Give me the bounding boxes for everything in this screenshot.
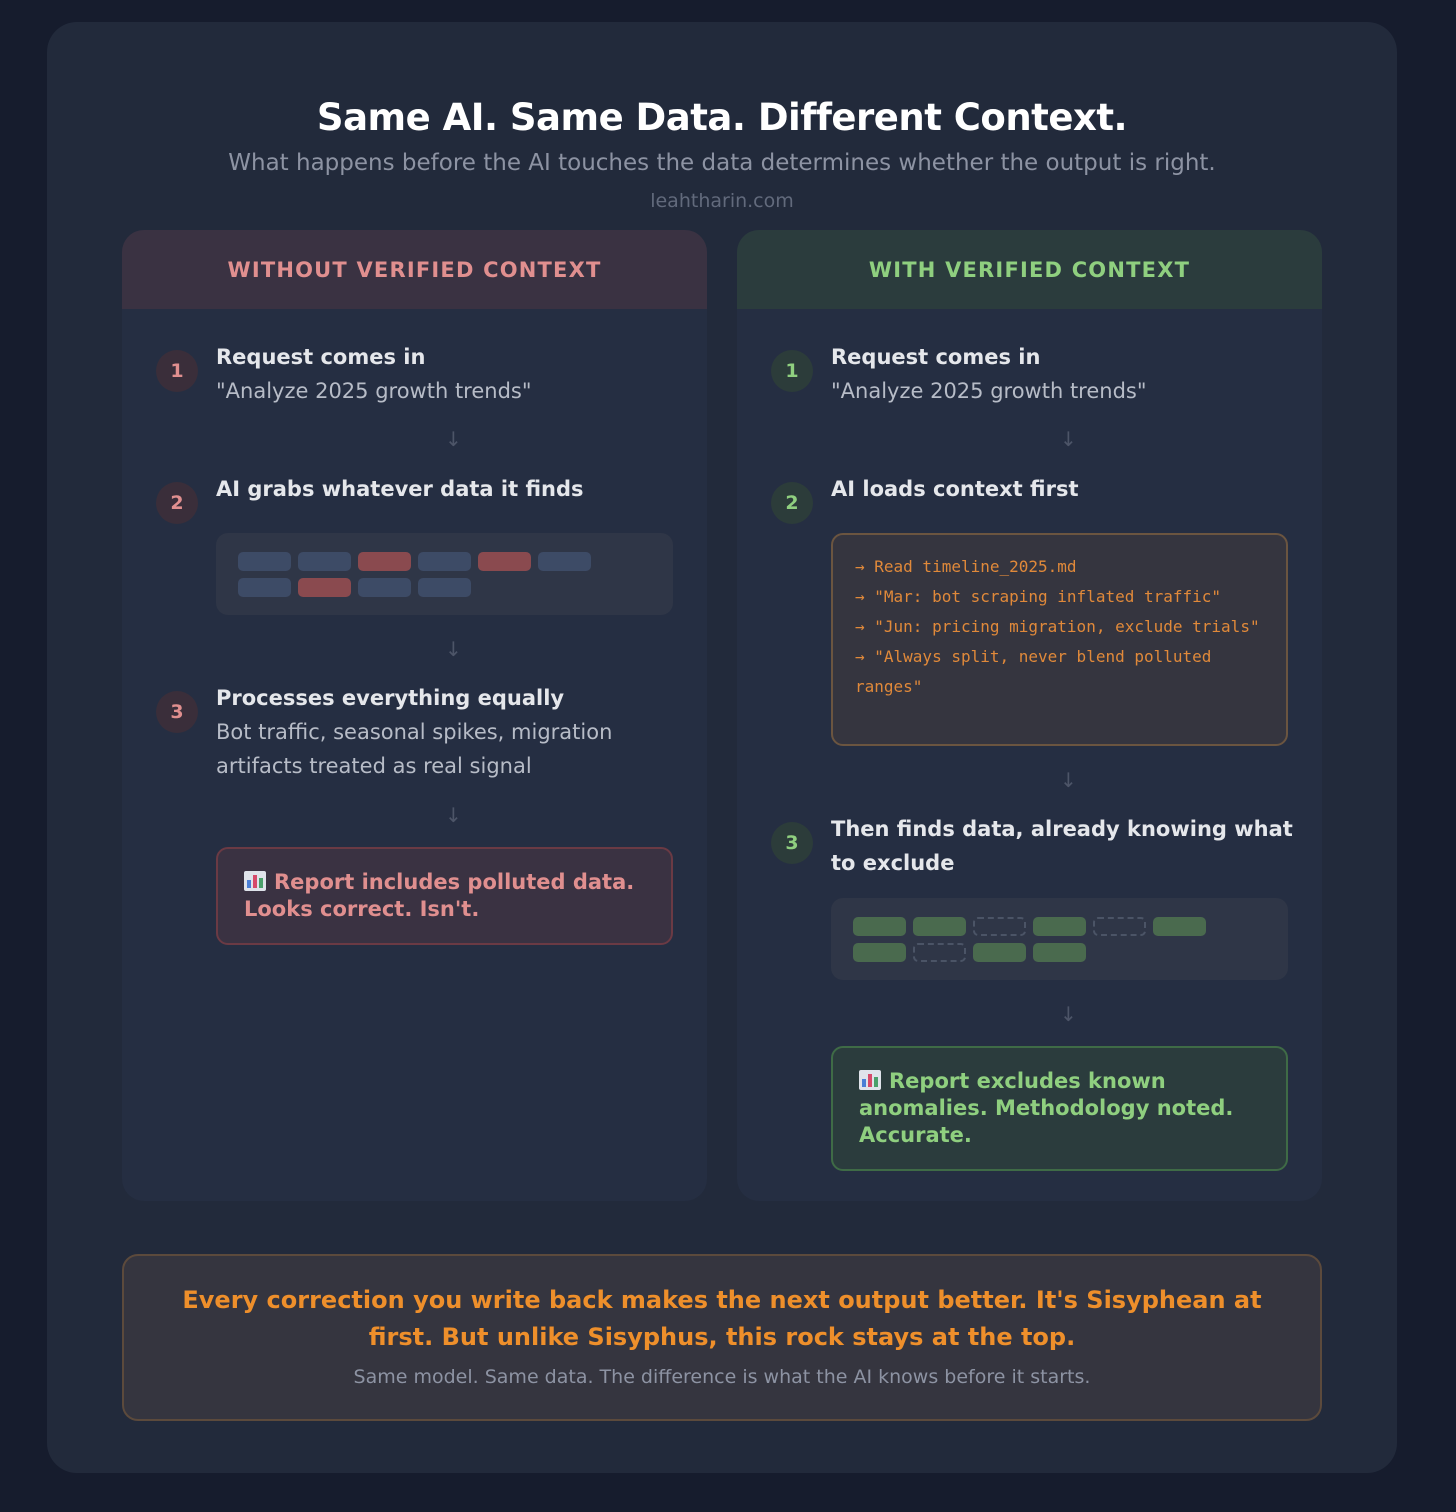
data-block-normal xyxy=(238,578,291,597)
step-description: Bot traffic, seasonal spikes, migration artifacts treated as real signal xyxy=(216,720,613,778)
step-number: 3 xyxy=(771,822,813,864)
data-block-normal xyxy=(418,578,471,597)
step-title: Processes everything equally xyxy=(216,686,565,710)
data-block-good xyxy=(1033,943,1086,962)
result-text: Report includes polluted data. Looks correct. Isn't. xyxy=(244,870,635,921)
data-block-normal xyxy=(418,552,471,571)
down-arrow-icon: ↓ xyxy=(445,803,462,827)
context-line: → Read timeline_2025.md xyxy=(855,557,1077,576)
step-number: 2 xyxy=(771,482,813,524)
step-title: AI loads context first xyxy=(831,477,1079,501)
page-subtitle: What happens before the AI touches the data determines whether the output is right. xyxy=(228,150,1216,176)
step-3 xyxy=(156,681,687,783)
step-1 xyxy=(771,340,1302,408)
panel-heading: WITH VERIFIED CONTEXT xyxy=(737,230,1322,309)
data-block-normal xyxy=(298,552,351,571)
step-1 xyxy=(156,340,687,408)
page-title: Same AI. Same Data. Different Context. xyxy=(316,96,1128,139)
data-block-normal xyxy=(538,552,591,571)
step-number: 1 xyxy=(156,350,198,392)
down-arrow-icon: ↓ xyxy=(445,637,462,661)
data-blocks xyxy=(831,898,1288,980)
step-3 xyxy=(771,812,1302,880)
down-arrow-icon: ↓ xyxy=(1060,427,1077,451)
step-description: "Analyze 2025 growth trends" xyxy=(831,379,1147,403)
step-number: 2 xyxy=(156,482,198,524)
step-title: Request comes in xyxy=(831,345,1041,369)
step-2 xyxy=(156,472,687,524)
data-block-bad xyxy=(358,552,411,571)
context-line: → "Jun: pricing migration, exclude trials" xyxy=(855,617,1260,636)
source-credit: leahtharin.com xyxy=(650,190,794,212)
step-title: Request comes in xyxy=(216,345,426,369)
panel-with-context xyxy=(737,230,1322,1201)
data-block-normal xyxy=(358,578,411,597)
step-title: Then finds data, already knowing what to exclude xyxy=(831,817,1293,875)
data-block-good xyxy=(853,917,906,936)
step-number: 3 xyxy=(156,691,198,733)
data-block-excluded xyxy=(913,943,966,962)
step-2 xyxy=(771,472,1302,524)
data-block-good xyxy=(973,943,1026,962)
step-number: 1 xyxy=(771,350,813,392)
result-text: Report excludes known anomalies. Methodology noted. Accurate. xyxy=(859,1069,1234,1147)
panel-heading: WITHOUT VERIFIED CONTEXT xyxy=(122,230,707,309)
data-block-excluded xyxy=(973,917,1026,936)
result-box-polluted xyxy=(216,847,673,945)
result-box-accurate xyxy=(831,1046,1288,1171)
down-arrow-icon: ↓ xyxy=(445,427,462,451)
data-block-good xyxy=(1153,917,1206,936)
down-arrow-icon: ↓ xyxy=(1060,768,1077,792)
data-block-good xyxy=(853,943,906,962)
data-block-good xyxy=(913,917,966,936)
takeaway-sub: Same model. Same data. The difference is what the AI knows before it starts. xyxy=(353,1366,1091,1388)
step-description: "Analyze 2025 growth trends" xyxy=(216,379,532,403)
down-arrow-icon: ↓ xyxy=(1060,1002,1077,1026)
context-line: → "Mar: bot scraping inflated traffic" xyxy=(855,587,1222,606)
context-notes xyxy=(831,533,1288,746)
data-blocks xyxy=(216,533,673,615)
takeaway-box xyxy=(122,1254,1322,1421)
panel-without-context xyxy=(122,230,707,1201)
data-block-good xyxy=(1033,917,1086,936)
data-block-bad xyxy=(298,578,351,597)
bar-chart-icon xyxy=(859,1070,881,1090)
context-line: → "Always split, never blend polluted ranges" xyxy=(855,647,1212,696)
bar-chart-icon xyxy=(244,871,266,891)
data-block-bad xyxy=(478,552,531,571)
data-block-excluded xyxy=(1093,917,1146,936)
data-block-normal xyxy=(238,552,291,571)
takeaway-main: Every correction you write back makes the next output better. It's Sisyphean at first. But unlike Sisyphus, this rock stays at the top. xyxy=(182,1286,1262,1351)
step-title: AI grabs whatever data it finds xyxy=(216,477,584,501)
